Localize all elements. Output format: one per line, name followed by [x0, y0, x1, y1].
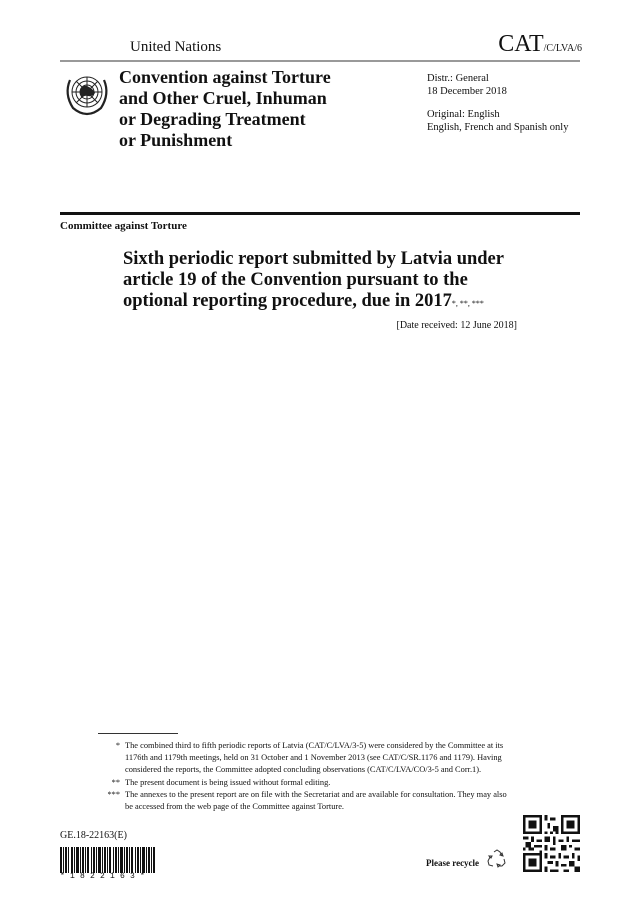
recycle-icon [486, 848, 508, 870]
symbol-sub: /C/LVA/6 [543, 43, 582, 54]
footnote [96, 789, 516, 813]
un-emblem-icon [62, 68, 112, 118]
footnote-mark: ** [111, 777, 120, 787]
convention-title-line: or Punishment [119, 130, 233, 150]
footnote-mark: * [115, 741, 120, 750]
distribution-block [427, 72, 568, 134]
header-rule [60, 60, 580, 62]
report-title-line: optional reporting procedure, due in 2017 [123, 291, 452, 311]
footnote-text: The combined third to fifth periodic reports of Latvia (CAT/C/LVA/3-5) were considered by the Committee at its 1176th and 1179th meetings, held on 31 October and 1 November 2013 (see CAT/C/SR.1176 and 1179). Having considered the reports, the Committee adopted concluding observations (CAT/C/LVA/CO/3-5 and Corr.1). [125, 741, 504, 775]
recycle-label: Please recycle [426, 858, 480, 868]
footnotes [96, 740, 516, 813]
organization-label: United Nations [130, 39, 222, 55]
footnote-marks[interactable]: *, **, *** [451, 299, 484, 308]
footnote-mark: *** [107, 789, 120, 799]
footnote-text: The present document is being issued without formal editing. [125, 777, 331, 787]
footnote-rule [98, 733, 178, 734]
footnote [96, 777, 516, 789]
footnote-text: The annexes to the present report are on file with the Secretariat and are available for consultation. They may also be accessed from the web page of the Committee against Torture. [125, 789, 507, 812]
symbol-main: CAT [498, 31, 544, 57]
date-received: [Date received: 12 June 2018] [396, 320, 517, 331]
convention-title-line: and Other Cruel, Inhuman [119, 88, 327, 108]
report-title-line: article 19 of the Convention pursuant to the [123, 270, 468, 290]
main-rule [60, 212, 580, 215]
distribution-type: Distr.: General [427, 73, 489, 84]
footnote [96, 740, 516, 777]
convention-title-line: Convention against Torture [119, 67, 331, 87]
report-title [123, 249, 504, 314]
available-languages: English, French and Spanish only [427, 122, 569, 133]
barcode-icon [60, 847, 156, 873]
document-symbol [498, 31, 582, 58]
barcode-number: *1822163* [60, 872, 151, 881]
report-title-line: Sixth periodic report submitted by Latvia under [123, 249, 504, 269]
qr-code-icon [523, 815, 580, 872]
committee-name: Committee against Torture [60, 220, 187, 232]
original-language: Original: English [427, 109, 500, 120]
issue-date: 18 December 2018 [427, 86, 507, 97]
document-number: GE.18-22163(E) [60, 830, 127, 841]
convention-title [119, 67, 331, 151]
convention-title-line: or Degrading Treatment [119, 109, 306, 129]
